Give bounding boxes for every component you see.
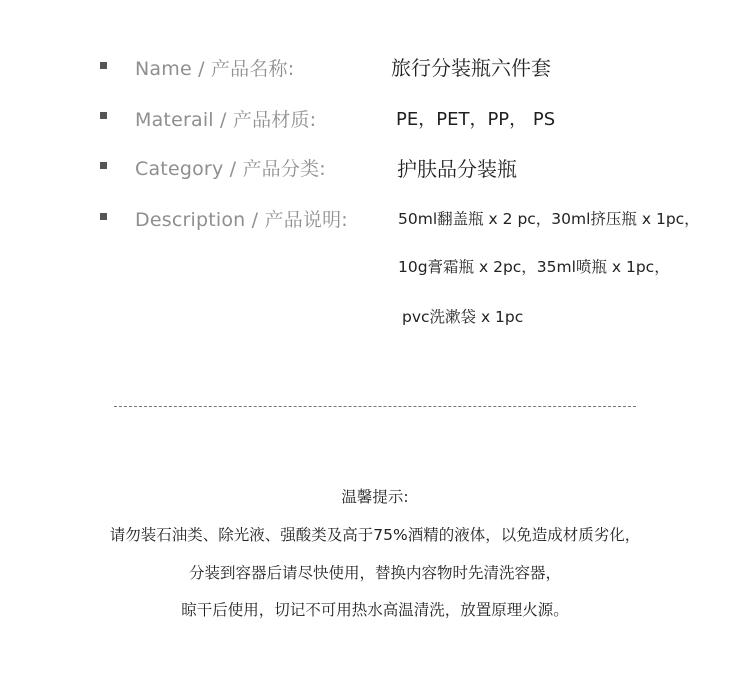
dashed-divider <box>114 406 636 407</box>
bullet-icon <box>100 62 107 69</box>
name-value: 旅行分装瓶六件套 <box>391 56 551 80</box>
notice-line: 请勿装石油类、除光液、强酸类及高于75%酒精的液体，以免造成材质劣化， <box>109 526 641 544</box>
notice-title: 温馨提示: <box>341 488 409 506</box>
spec-row-material <box>0 101 750 131</box>
category-label: Category / 产品分类: <box>135 158 326 180</box>
notice-line: 分装到容器后请尽快使用，替换内容物时先清洗容器， <box>188 564 561 582</box>
description-line: 10g膏霜瓶 x 2pc，35ml喷瓶 x 1pc， <box>398 258 670 276</box>
material-value: PE，PET，PP， PS <box>396 109 556 130</box>
bullet-icon <box>100 162 107 169</box>
notice-line: 晾干后使用，切记不可用热水高温清洗，放置原理火源。 <box>181 601 569 619</box>
description-label: Description / 产品说明: <box>135 209 348 231</box>
name-label: Name / 产品名称: <box>135 58 295 80</box>
category-value: 护肤品分装瓶 <box>397 157 517 181</box>
description-line: 50ml翻盖瓶 x 2 pc，30ml挤压瓶 x 1pc， <box>398 210 700 228</box>
description-line: pvc洗漱袋 x 1pc <box>402 308 524 326</box>
spec-row-name <box>0 50 750 80</box>
bullet-icon <box>100 112 107 119</box>
material-label: Materail / 产品材质: <box>135 109 317 131</box>
spec-row-category <box>0 151 750 181</box>
bullet-icon <box>100 213 107 220</box>
